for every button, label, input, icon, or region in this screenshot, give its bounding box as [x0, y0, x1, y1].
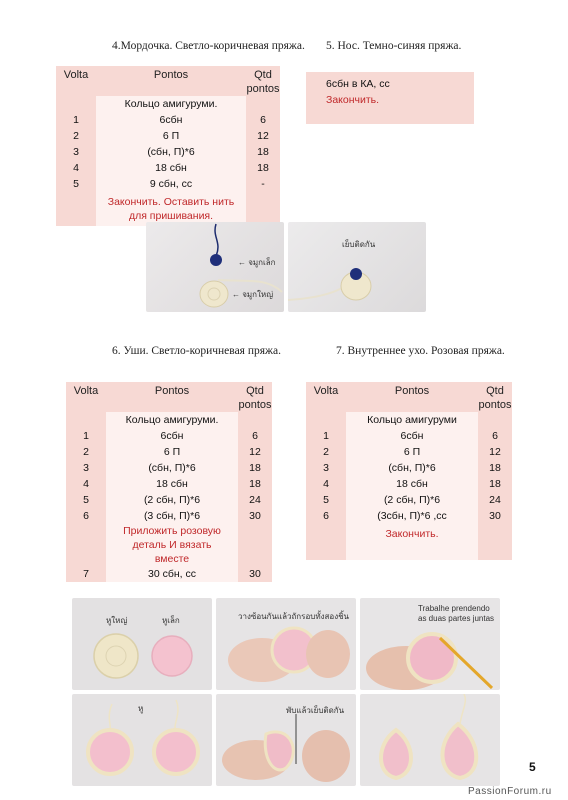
header-pontos: Pontos: [96, 66, 246, 96]
label-trabalhe: Trabalhe prendendo as duas partes juntas: [418, 604, 495, 623]
photo-nose-pieces: [146, 222, 284, 312]
finish-note: Закончить.: [346, 524, 478, 544]
photo-sew-nose: [288, 222, 426, 312]
section-4-title: 4.Мордочка. Светло-коричневая пряжа.: [112, 40, 305, 52]
header-qtd: Qtd pontos: [478, 382, 512, 412]
header-qtd: Qtd pontos: [246, 66, 280, 96]
header-pontos: Pontos: [346, 382, 478, 412]
header-volta: Volta: [56, 66, 96, 96]
table-row: 2 6 П 12: [306, 444, 512, 460]
ear-pieces-illustration: [72, 598, 212, 690]
page-number: 5: [529, 760, 536, 774]
nose-finish: Закончить.: [326, 94, 380, 106]
label-ear: หู: [138, 704, 144, 713]
header-volta: Volta: [66, 382, 106, 412]
label-big-nose: ← จมูกใหญ่: [232, 290, 274, 299]
table-row: 7 30 сбн, сс 30: [66, 566, 272, 582]
section-6-table: [66, 382, 272, 582]
table-row: 1 6сбн 6: [306, 428, 512, 444]
table-row: 2 6 П 12: [56, 128, 280, 144]
photo-fold-sew: [216, 694, 356, 786]
nose-stitches: 6сбн в КА, сс: [326, 78, 390, 90]
header-pontos: Pontos: [106, 382, 238, 412]
label-fold: พับแล้วเย็บติดกัน: [286, 706, 345, 715]
table-row: 3 (сбн, П)*6 18: [306, 460, 512, 476]
photo-ears-folded: [360, 694, 500, 786]
table-row: 2 6 П 12: [66, 444, 272, 460]
table-row: 5 (2 сбн, П)*6 24: [66, 492, 272, 508]
table-row: 3 (сбн, П)*6 18: [56, 144, 280, 160]
table-row: 4 18 сбн 18: [66, 476, 272, 492]
sew-nose-illustration: [288, 222, 426, 312]
photo-ears-finished: [72, 694, 212, 786]
label-sew-together: เย็บติดกัน: [342, 240, 376, 249]
table-row: 4 18 сбн 18: [56, 160, 280, 176]
section-6-title: 6. Уши. Светло-коричневая пряжа.: [112, 345, 281, 357]
magic-ring-row: Кольцо амигуруми.: [96, 96, 246, 112]
table-row: 1 6сбн 6: [66, 428, 272, 444]
section-7-table: [306, 382, 512, 560]
section-5-title: 5. Нос. Темно-синяя пряжа.: [326, 40, 462, 52]
label-small-ear: หูเล็ก: [162, 616, 180, 625]
ears-folded-illustration: [360, 694, 500, 786]
table-row: 6 (3сбн, П)*6 ,сс 30: [306, 508, 512, 524]
photo-work-together: [360, 598, 500, 690]
photo-place-together: [216, 598, 356, 690]
label-small-nose: ← จมูกเล็ก: [238, 258, 276, 267]
magic-ring-row: Кольцо амигуруми.: [106, 412, 238, 428]
magic-ring-row: Кольцо амигуруми: [346, 412, 478, 428]
attach-note: Приложить розовую деталь И вязать вместе: [106, 524, 238, 566]
photo-ear-pieces: [72, 598, 212, 690]
header-qtd: Qtd pontos: [238, 382, 272, 412]
header-volta: Volta: [306, 382, 346, 412]
table-row: 6 (3 сбн, П)*6 30: [66, 508, 272, 524]
table-row: 1 6сбн 6: [56, 112, 280, 128]
table-row: 4 18 сбн 18: [306, 476, 512, 492]
table-row: 5 9 сбн, сс -: [56, 176, 280, 192]
section-4-table: [56, 66, 280, 226]
table-row: 5 (2 сбн, П)*6 24: [306, 492, 512, 508]
label-place-on: วางซ้อนกันแล้วถักรอบทั้งสองชิ้น: [238, 612, 349, 621]
finish-note: Закончить. Оставить нить для пришивания.: [96, 192, 246, 226]
section-7-title: 7. Внутреннее ухо. Розовая пряжа.: [336, 345, 505, 357]
label-big-ear: หูใหญ่: [106, 616, 128, 625]
watermark: PassionForum.ru: [468, 786, 552, 797]
table-row: 3 (сбн, П)*6 18: [66, 460, 272, 476]
